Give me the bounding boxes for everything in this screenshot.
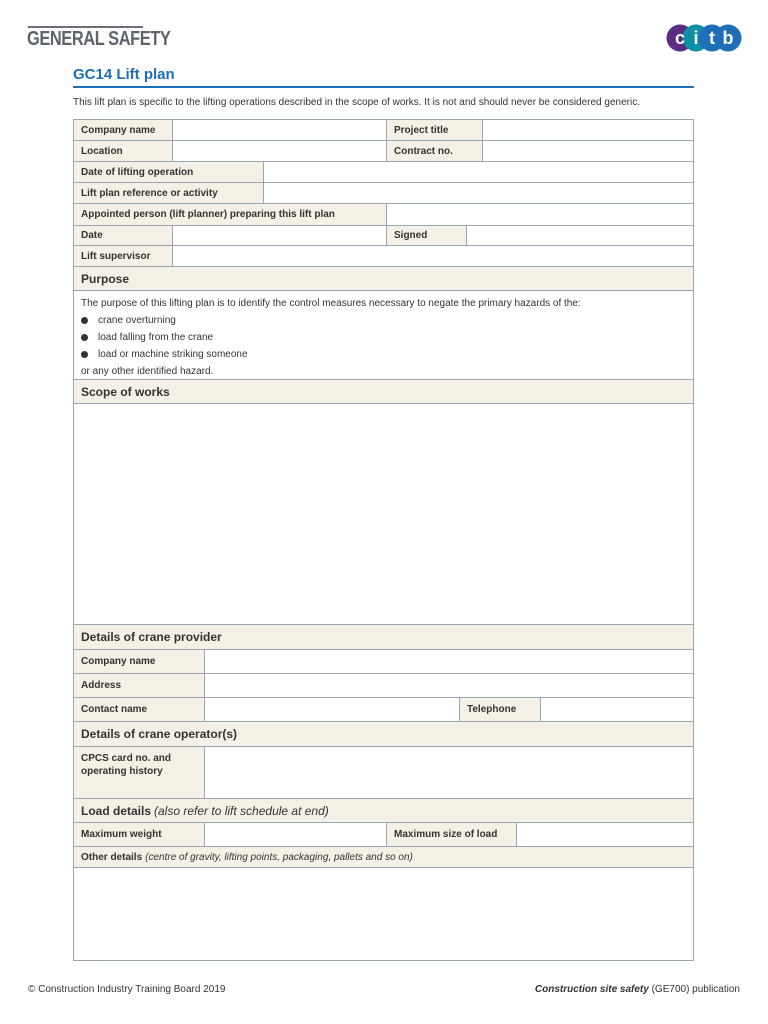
project-title-field[interactable] <box>482 120 693 140</box>
row-load-size <box>74 823 693 847</box>
row-date-signed <box>74 226 693 246</box>
signed-label: Signed <box>386 226 466 245</box>
date-of-lifting-label: Date of lifting operation <box>74 162 263 182</box>
row-provider-contact <box>74 698 693 722</box>
load-details-heading <box>74 799 693 823</box>
purpose-bullet <box>81 329 686 346</box>
max-weight-label: Maximum weight <box>74 823 204 846</box>
document-title: GC14 Lift plan <box>73 66 175 83</box>
scope-of-works-field[interactable] <box>74 404 693 625</box>
max-weight-field[interactable] <box>204 823 386 846</box>
row-provider-company <box>74 650 693 674</box>
row-provider-address <box>74 674 693 698</box>
provider-company-label: Company name <box>74 650 204 673</box>
other-details-heading <box>74 847 693 868</box>
footer-copyright: © Construction Industry Training Board 2019 <box>28 984 226 995</box>
lift-supervisor-label: Lift supervisor <box>74 246 172 266</box>
bullet-icon <box>81 334 88 341</box>
purpose-bullet-text: load or machine striking someone <box>98 349 248 360</box>
purpose-bullet-text: crane overturning <box>98 315 176 326</box>
footer-publication <box>520 984 740 995</box>
footer-publication-title: Construction site safety <box>534 984 649 995</box>
other-details-note: (centre of gravity, lifting points, packaging, pallets and so on) <box>145 851 413 863</box>
appointed-person-label: Appointed person (lift planner) preparing this lift plan <box>74 204 386 225</box>
contact-name-field[interactable] <box>204 698 459 721</box>
project-title-label: Project title <box>386 120 482 140</box>
load-details-title: Load details <box>81 803 152 818</box>
telephone-label: Telephone <box>459 698 540 721</box>
contact-name-label: Contact name <box>74 698 204 721</box>
intro-text: This lift plan is specific to the lifting operations described in the scope of works. It is not and should never be considered generic. <box>73 97 640 108</box>
provider-address-label: Address <box>74 674 204 697</box>
cpcs-label: CPCS card no. and operating history <box>74 747 204 798</box>
date-of-lifting-field[interactable] <box>263 162 693 182</box>
section-header-title: GENERAL SAFETY <box>27 28 171 50</box>
purpose-outro: or any other identified hazard. <box>81 366 214 377</box>
location-field[interactable] <box>172 141 386 161</box>
bullet-icon <box>81 317 88 324</box>
crane-provider-heading: Details of crane provider <box>74 625 693 650</box>
load-details-note: (also refer to lift schedule at end) <box>154 803 329 818</box>
footer-publication-rest: (GE700) publication <box>648 984 740 995</box>
contract-no-label: Contract no. <box>386 141 482 161</box>
purpose-bullet <box>81 312 686 329</box>
row-lift-supervisor <box>74 246 693 267</box>
svg-text:i: i <box>693 28 699 48</box>
row-lift-plan-ref <box>74 183 693 204</box>
location-label: Location <box>74 141 172 161</box>
title-rule <box>73 86 694 88</box>
svg-text:c: c <box>674 28 686 48</box>
lift-plan-ref-label: Lift plan reference or activity <box>74 183 263 203</box>
scope-of-works-heading: Scope of works <box>74 380 693 404</box>
telephone-field[interactable] <box>540 698 693 721</box>
row-cpcs <box>74 747 693 799</box>
date-label: Date <box>74 226 172 245</box>
purpose-bullet <box>81 346 686 363</box>
other-details-label: Other details <box>81 851 143 863</box>
provider-company-field[interactable] <box>204 650 693 673</box>
contract-no-field[interactable] <box>482 141 693 161</box>
max-size-field[interactable] <box>516 823 693 846</box>
company-name-field[interactable] <box>172 120 386 140</box>
svg-text:b: b <box>722 28 734 48</box>
lift-plan-ref-field[interactable] <box>263 183 693 203</box>
row-company-project <box>74 120 693 141</box>
row-location-contract <box>74 141 693 162</box>
row-date-of-lifting <box>74 162 693 183</box>
date-field[interactable] <box>172 226 386 245</box>
citb-logo <box>666 24 742 52</box>
purpose-body <box>74 291 693 380</box>
crane-operator-heading: Details of crane operator(s) <box>74 722 693 747</box>
max-size-label: Maximum size of load <box>386 823 516 846</box>
svg-text:t: t <box>709 28 715 48</box>
cpcs-field[interactable] <box>204 747 693 798</box>
purpose-heading: Purpose <box>74 267 693 291</box>
purpose-bullet-text: load falling from the crane <box>98 332 214 343</box>
provider-address-field[interactable] <box>204 674 693 697</box>
company-name-label: Company name <box>74 120 172 140</box>
row-appointed-person <box>74 204 693 226</box>
lift-supervisor-field[interactable] <box>172 246 693 266</box>
signed-field[interactable] <box>466 226 693 245</box>
other-details-field[interactable] <box>74 868 693 960</box>
lift-plan-form <box>73 119 694 961</box>
appointed-person-field[interactable] <box>386 204 693 225</box>
bullet-icon <box>81 351 88 358</box>
purpose-intro: The purpose of this lifting plan is to identify the control measures necessary to negate the primary hazards of the: <box>81 298 581 309</box>
